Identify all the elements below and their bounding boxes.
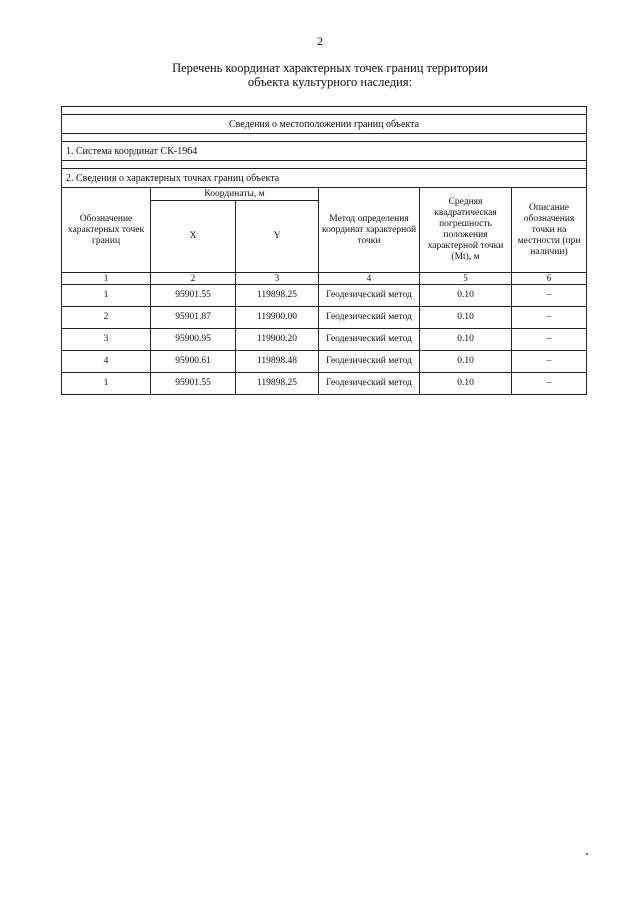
cell-x: 95901.87 (151, 307, 236, 329)
header-row-top (62, 188, 587, 201)
title-line-1: Перечень координат характерных точек границ территории (172, 61, 488, 75)
title-line-2: объекта культурного наследия: (247, 75, 413, 89)
table-row (62, 373, 587, 395)
cell-description: – (512, 351, 587, 373)
cell-method: Геодезический метод (319, 329, 420, 351)
header-coordinates: Координаты, м (151, 188, 319, 201)
points-title: 2. Сведения о характерных точках границ объекта (62, 169, 587, 188)
table-row (62, 351, 587, 373)
section-title-row (62, 115, 587, 134)
header-method: Метод определения координат характерной точки (319, 188, 420, 273)
cell-y: 119900.00 (236, 307, 319, 329)
scan-speck (586, 853, 588, 855)
cell-point: 1 (62, 373, 151, 395)
header-error: Средняя квадратическая погрешность положения характерной точки (Mt), м (420, 188, 512, 273)
column-number: 6 (512, 273, 587, 285)
document-title (60, 61, 600, 89)
column-number: 3 (236, 273, 319, 285)
column-numbers-row (62, 273, 587, 285)
header-description: Описание обозначения точки на местности (при наличии) (512, 188, 587, 273)
cell-error: 0.10 (420, 329, 512, 351)
coordinate-system-row (62, 142, 587, 161)
cell-method: Геодезический метод (319, 351, 420, 373)
header-point-designation: Обозначение характерных точек границ (62, 188, 151, 273)
cell-y: 119898.25 (236, 373, 319, 395)
column-number: 2 (151, 273, 236, 285)
coordinate-system: 1. Система координат СК-1964 (62, 142, 587, 161)
column-number: 5 (420, 273, 512, 285)
table-row (62, 307, 587, 329)
page-number: 2 (317, 34, 323, 48)
cell-y: 119898.48 (236, 351, 319, 373)
cell-x: 95901.55 (151, 373, 236, 395)
cell-y: 119900.20 (236, 329, 319, 351)
cell-description: – (512, 285, 587, 307)
points-title-row (62, 169, 587, 188)
cell-error: 0.10 (420, 285, 512, 307)
column-number: 4 (319, 273, 420, 285)
header-y: Y (236, 201, 319, 273)
table-top-spacer (62, 107, 587, 115)
cell-x: 95901.55 (151, 285, 236, 307)
column-number: 1 (62, 273, 151, 285)
cell-x: 95900.95 (151, 329, 236, 351)
section-title: Сведения о местоположении границ объекта (62, 115, 587, 134)
cell-method: Геодезический метод (319, 285, 420, 307)
cell-error: 0.10 (420, 307, 512, 329)
cell-point: 4 (62, 351, 151, 373)
cell-error: 0.10 (420, 373, 512, 395)
cell-error: 0.10 (420, 351, 512, 373)
header-x: X (151, 201, 236, 273)
cell-description: – (512, 329, 587, 351)
cell-point: 3 (62, 329, 151, 351)
spacer-row (62, 161, 587, 169)
cell-y: 119898.25 (236, 285, 319, 307)
cell-description: – (512, 307, 587, 329)
cell-description: – (512, 373, 587, 395)
table-row (62, 285, 587, 307)
cell-point: 2 (62, 307, 151, 329)
cell-method: Геодезический метод (319, 373, 420, 395)
table-row (62, 329, 587, 351)
cell-x: 95900.61 (151, 351, 236, 373)
coordinates-table (61, 106, 587, 395)
cell-method: Геодезический метод (319, 307, 420, 329)
cell-point: 1 (62, 285, 151, 307)
spacer-row (62, 134, 587, 142)
